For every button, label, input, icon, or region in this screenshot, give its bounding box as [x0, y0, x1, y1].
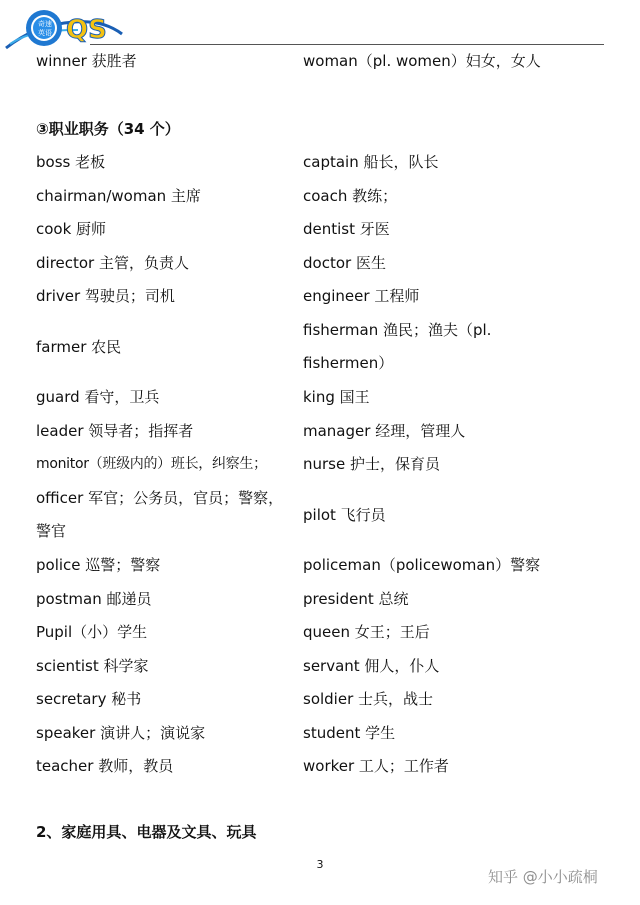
page-number: 3 — [316, 858, 324, 871]
vocab-right: nurse 护士，保育员 — [303, 455, 440, 473]
vocab-right: policeman（policewoman）警察 — [303, 556, 541, 574]
vocab-right: worker 工人；工作者 — [303, 757, 449, 775]
vocab-left: officer 军官；公务员，官员；警察，警官 — [36, 489, 284, 540]
watermark: 知乎 @小小疏桐 — [488, 868, 598, 886]
next-section-heading: 2、家庭用具、电器及文具、玩具 — [36, 823, 257, 841]
vocab-left: teacher 教师，教员 — [36, 757, 174, 775]
vocab-left: winner 获胜者 — [36, 52, 137, 70]
vocab-right: manager 经理，管理人 — [303, 422, 466, 440]
vocab-right: engineer 工程师 — [303, 287, 420, 305]
vocab-left: guard 看守，卫兵 — [36, 388, 160, 406]
logo-mark: QS — [66, 15, 107, 45]
vocab-left: chairman/woman 主席 — [36, 187, 201, 205]
vocab-left: monitor（班级内的）班长，纠察生； — [36, 456, 267, 472]
vocab-left: driver 驾驶员；司机 — [36, 287, 175, 305]
vocab-left: police 巡警；警察 — [36, 556, 161, 574]
vocab-right: student 学生 — [303, 724, 396, 742]
vocab-right: queen 女王；王后 — [303, 623, 430, 641]
vocab-left: leader 领导者；指挥者 — [36, 422, 194, 440]
vocab-right: pilot 飞行员 — [303, 506, 386, 524]
vocab-right: servant 佣人，仆人 — [303, 657, 440, 675]
vocab-left: Pupil（小）学生 — [36, 623, 148, 641]
section-heading: ③职业职务（34 个） — [36, 120, 180, 138]
vocab-left: postman 邮递员 — [36, 590, 152, 608]
vocab-right: president 总统 — [303, 590, 409, 608]
vocab-left: director 主管，负责人 — [36, 254, 189, 272]
vocab-right: doctor 医生 — [303, 254, 386, 272]
vocab-left: farmer 农民 — [36, 338, 122, 356]
vocab-right: fisherman 渔民；渔夫（pl. fishermen） — [303, 321, 492, 372]
vocab-left: speaker 演讲人；演说家 — [36, 724, 206, 742]
vocab-row — [0, 482, 640, 548]
logo-line2: 英语 — [38, 29, 52, 37]
vocab-row — [0, 314, 640, 380]
logo-line1: 奇速 — [38, 20, 52, 28]
vocab-right: king 国王 — [303, 388, 370, 406]
vocab-left: scientist 科学家 — [36, 657, 149, 675]
vocab-left: boss 老板 — [36, 153, 106, 171]
vocab-left: cook 厨师 — [36, 220, 107, 238]
vocab-right: captain 船长，队长 — [303, 153, 439, 171]
vocab-right: coach 教练； — [303, 187, 398, 205]
vocab-right: soldier 士兵，战士 — [303, 690, 434, 708]
vocab-right: dentist 牙医 — [303, 220, 390, 238]
vocab-left: secretary 秘书 — [36, 690, 142, 708]
vocab-right: woman（pl. women）妇女，女人 — [303, 52, 541, 70]
